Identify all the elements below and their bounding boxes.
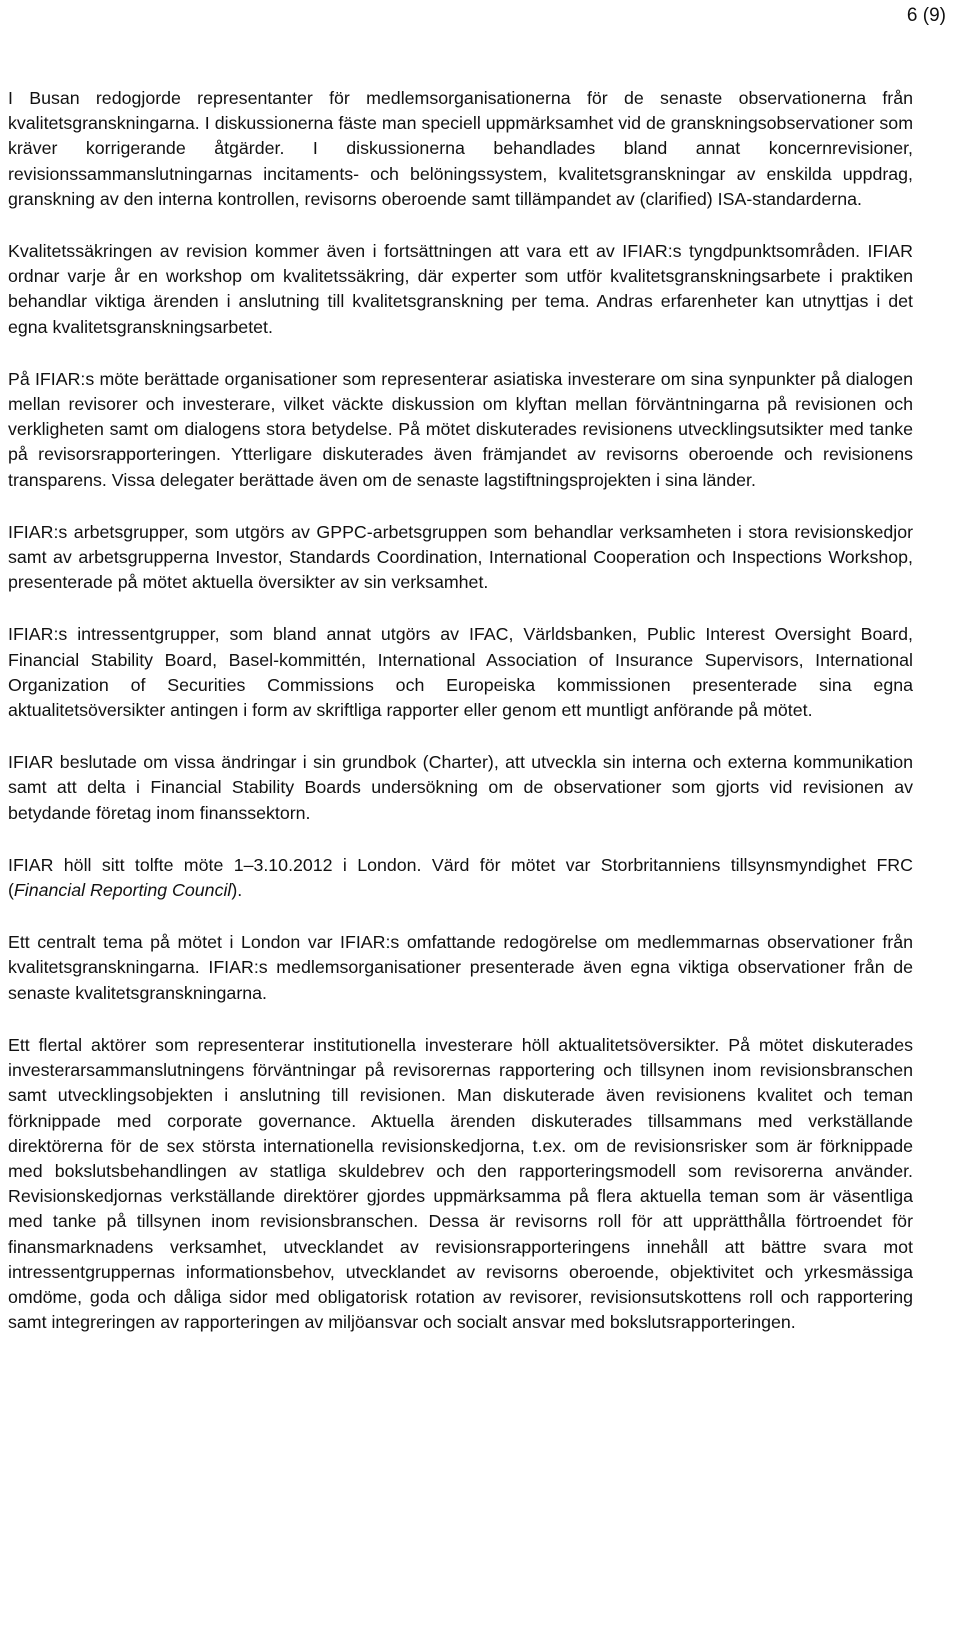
paragraph-asian-investors: På IFIAR:s möte berättade organisationer som representerar asiatiska investerare om sina synpunkter på dialogen mellan revisorer och investerare, vilket väckte diskussion om klyftan mellan förväntningarna på revisionen och verkligheten samt om dialogens stora betydelse. På mötet diskuterades revisionens utvecklingsutsikter med tanke på revisorsrapporteringen. Ytterligare diskuterades även främjandet av revisorns oberoende och revisionens transparens. Vissa delegater berättade även om de senaste lagstiftningsprojekten i sina länder. — [8, 368, 913, 490]
paragraph-quality-assurance: Kvalitetssäkringen av revision kommer även i fortsättningen att vara ett av IFIAR:s tyngdpunktsområden. IFIAR ordnar varje år en workshop om kvalitetssäkring, där experter som utför kvalitetsgranskningsarbete i praktiken behandlar viktiga ärenden i anslutning till kvalitetsgranskning per tema. Andras erfarenheter kan utnyttjas i det egna kvalitetsgranskningsarbetet. — [8, 241, 913, 337]
london-meeting-text: IFIAR höll sitt tolfte möte 1–3.10.2012 i London. Värd för mötet var Storbritanniens tillsynsmyndighet FRC ( — [8, 854, 913, 901]
frc-full-name: Financial Reporting Council — [13, 880, 232, 901]
paragraph-charter-changes: IFIAR beslutade om vissa ändringar i sin grundbok (Charter), att utveckla sin interna och externa kommunikation samt att delta i Financial Stability Boards undersökning om de observationer som gjorts vid revisionen av betydande företag inom finanssektorn. — [8, 752, 913, 823]
london-meeting-text-end: ). — [231, 880, 243, 901]
paragraph-stakeholder-groups: IFIAR:s intressentgrupper, som bland annat utgörs av IFAC, Världsbanken, Public Interest Oversight Board, Financial Stability Board, Basel-kommittén, International Association of Insurance Supervisors, International Organization of Securities Commissions och Europeiska kommissionen presenterade sina egna aktualitetsöversikter antingen i form av skriftliga rapporter eller genom ett muntligt anförande på mötet. — [8, 624, 913, 721]
page-number: 6 (9) — [906, 5, 946, 26]
paragraph-central-theme: Ett centralt tema på mötet i London var IFIAR:s omfattande redogörelse om medlemmarnas observationer från kvalitetsgranskningarna. IFIAR:s medlemsorganisationer presenterade även egna viktiga observationer från de senaste kvalitetsgranskningarna. — [8, 932, 913, 1003]
document-body — [8, 86, 913, 1335]
paragraph-institutional-investors: Ett flertal aktörer som representerar institutionella investerare höll aktualitetsöversikter. På mötet diskuterades investerarsammanslutningens förväntningar på revisorernas rapportering och tillsynen inom revisionsbranschen samt utvecklingsobjekten i anslutning till revisionen. Man diskuterade även revisionens kvalitet och teman förknippade med corporate governance. Aktuella ärenden diskuterades tillsammans med verkställande direktörerna för de sex största internationella revisionskedjorna, t.ex. om de revisionsrisker som är förknippade med bokslutsbehandlingen av statliga skuldebrev och den rapporteringsmodell som revisorerna använder. Revisionskedjornas verkställande direktörer gjordes uppmärksamma på flera aktuella teman som är väsentliga med tanke på tillsynen inom revisionsbranschen. Dessa är revisorns roll för att upprätthålla förtroendet för finansmarknadens verksamhet, utvecklandet av revisionsrapporteringens innehåll att bättre svara mot intressentgruppernas informationsbehov, utvecklandet av revisorns oberoende, objektivitet och yrkesmässiga omdöme, goda och dåliga sidor med obligatorisk rotation av revisorer, revisionsutskottens roll och rapportering samt integreringen av rapporteringen av miljöansvar och socialt ansvar med bokslutsrapporteringen. — [8, 1034, 913, 1333]
paragraph-working-groups: IFIAR:s arbetsgrupper, som utgörs av GPPC-arbetsgruppen som behandlar verksamheten i stora revisionskedjor samt av arbetsgrupperna Investor, Standards Coordination, International Cooperation och Inspections Workshop, presenterade på mötet aktuella översikter av sin verksamhet. — [8, 521, 913, 593]
paragraph-busan-report: I Busan redogjorde representanter för medlemsorganisationerna för de senaste observationerna från kvalitetsgranskningarna. I diskussionerna fäste man speciell uppmärksamhet vid de granskningsobservationer som kräver korrigerande åtgärder. I diskussionerna behandlades bland annat koncernrevisioner, revisionssammanslutningarnas incitaments- och belöningssystem, kvalitetsgranskningar av enskilda uppdrag, granskning av den interna kontrollen, revisorns oberoende samt tillämpandet av (clarified) ISA-standarderna. — [8, 88, 913, 209]
paragraph-london-meeting — [8, 853, 913, 903]
